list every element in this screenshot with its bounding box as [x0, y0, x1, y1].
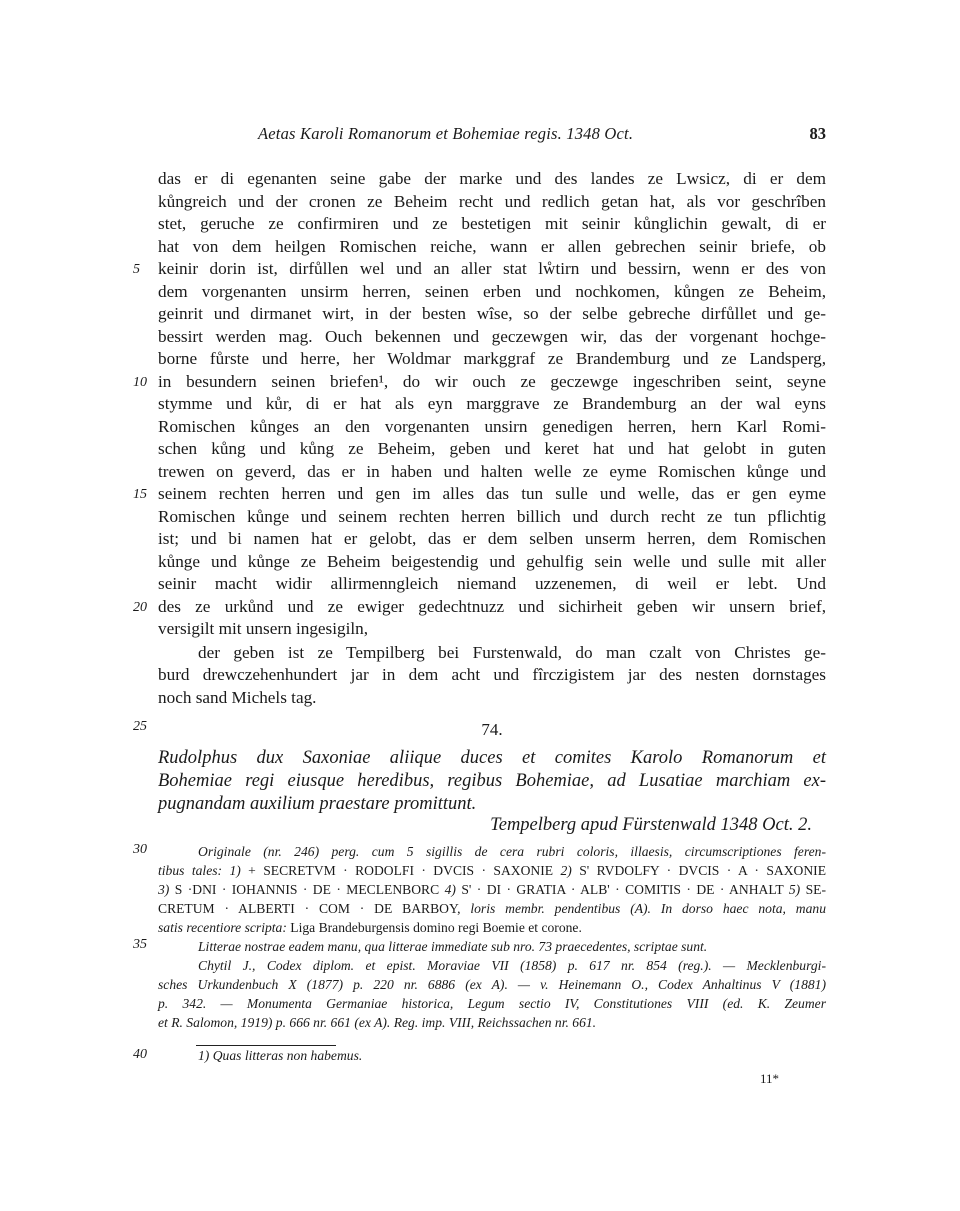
- place-date: Tempelberg apud Fürstenwald 1348 Oct. 2.: [490, 815, 812, 835]
- apparatus-line: [158, 881, 826, 899]
- footnote-rule: [196, 1045, 336, 1046]
- dating-line: burd drewczehenhundert jar in dem acht und fîrczigistem jar des nesten dornstages: [158, 665, 826, 684]
- body-line: schen kůng und kůng ze Beheim, geben und keret hat und hat gelobt in guten: [158, 439, 826, 458]
- literature-line: et R. Salomon, 1919) p. 666 nr. 661 (ex A). Reg. imp. VIII, Reichssachen nr. 661.: [158, 1015, 597, 1030]
- seal-legend: S ·DNI · IOHANNIS · DE · MECLENBORC: [174, 882, 440, 897]
- apparatus-line: [158, 919, 826, 937]
- running-head: [156, 124, 826, 148]
- apparatus-italic: loris membr. pendentibus (A). In dorso haec nota, manu: [470, 901, 826, 916]
- body-line: in besundern seinen briefen¹, do wir ouch ze geczewge ingeschriben seint, seyne: [158, 372, 826, 391]
- apparatus-italic: satis recentiore scripta:: [158, 920, 287, 935]
- body-line: dem vorgenanten unsirm herren, seinen erben und nochkomen, kůngen ze Beheim,: [158, 282, 826, 301]
- document-number-text: 74.: [481, 720, 503, 739]
- seal-legend: CRETUM · ALBERTI · COM · DE BARBOY,: [158, 901, 461, 916]
- line-number: 35: [133, 937, 147, 952]
- body-line: Romischen kůnge und seinem rechten herren billich und durch recht ze tun pflichtig: [158, 507, 826, 526]
- body-line: hat von dem heilgen Romischen reiche, wann er allen gebrechen seinir briefe, ob: [158, 237, 826, 256]
- body-line: Romischen kůnges an den vorgenanten unsirn genedigen herren, hern Karl Romi-: [158, 417, 826, 436]
- apparatus-italic: tibus tales: 1): [158, 863, 241, 878]
- line-number: 10: [133, 375, 147, 390]
- body-line: stet, geruche ze confirmiren und ze bestetigen mit seinir kůnglichin gewalt, di er: [158, 214, 826, 233]
- apparatus-line: [158, 862, 826, 880]
- regest-line: pugnandam auxilium praestare promittunt.: [158, 794, 477, 814]
- body-line: kůnge und kůnge ze Beheim beigestendig und gehulfig sein welle und sulle mit aller: [158, 552, 826, 571]
- body-line: stymme und kůr, di er hat als eyn marggrave ze Brandemburg an der wal eyns: [158, 394, 826, 413]
- dating-line: noch sand Michels tag.: [158, 688, 317, 707]
- body-line: borne fůrste und herre, her Woldmar markggraf ze Brandemburg und ze Landsperg,: [158, 349, 826, 368]
- regest-line: Bohemiae regi eiusque heredibus, regibus Bohemiae, ad Lusatiae marchiam ex-: [158, 771, 826, 791]
- body-line: geinrit und dirmanet wirt, in der besten wîse, so der selbe gebreche dirfůllet und ge-: [158, 304, 826, 323]
- line-number: 25: [133, 719, 147, 734]
- signature-mark: 11*: [760, 1071, 780, 1086]
- line-number: 30: [133, 842, 147, 857]
- line-number: 15: [133, 487, 147, 502]
- seal-legend: S' RVDOLFY · DVCIS · A · SAXONIE: [579, 863, 826, 878]
- body-line: des ze urkůnd und ze ewiger gedechtnuzz und sichirheit geben wir unsern brief,: [158, 597, 826, 616]
- dating-line: der geben ist ze Tempilberg bei Furstenwald, do man czalt von Christes ge-: [198, 643, 826, 662]
- apparatus-italic: 3): [158, 882, 170, 897]
- body-line: ist; und bi namen hat er gelobt, das er dem selben unserm herren, dem Romischen: [158, 529, 826, 548]
- body-line: seinir macht widir allirmenngleich niemand uzzenemen, di weil er lebt. Und: [158, 574, 826, 593]
- running-title: Aetas Karoli Romanorum et Bohemiae regis. 1348 Oct.: [258, 124, 634, 143]
- body-line: bessirt werden mag. Ouch bekennen und geczewgen wir, das der vorgenant hochge-: [158, 327, 826, 346]
- literature-line: sches Urkundenbuch X (1877) p. 220 nr. 6886 (ex A). — v. Heinemann O., Codex Anhaltinus V (1881): [158, 977, 826, 992]
- apparatus-italic: 5): [788, 882, 801, 897]
- line-number: 5: [133, 262, 140, 277]
- seal-legend: SE-: [805, 882, 826, 897]
- body-line: kůngreich und der cronen ze Beheim recht und redlich getan hat, als vor geschrîben: [158, 192, 826, 211]
- apparatus-line: [158, 900, 826, 918]
- body-line: seinem rechten herren und gen im alles das tun sulle und welle, das er gen eyme: [158, 484, 826, 503]
- regest-line: Rudolphus dux Saxoniae aliique duces et comites Karolo Romanorum et: [158, 748, 826, 768]
- apparatus-line: Originale (nr. 246) perg. cum 5 sigillis de cera rubri coloris, illaesis, circumscriptiones feren-: [198, 844, 826, 859]
- body-line: versigilt mit unsern ingesigiln,: [158, 619, 369, 638]
- line-number: 20: [133, 600, 147, 615]
- literature-line: p. 342. — Monumenta Germaniae historica, Legum sectio IV, Constitutiones VIII (ed. K. Zeumer: [158, 996, 826, 1011]
- dorsal-note: Liga Brandeburgensis domino regi Boemie et corone.: [290, 920, 582, 935]
- page-number: 83: [809, 124, 826, 143]
- apparatus-italic: 2): [560, 863, 572, 878]
- literature-line: Litterae nostrae eadem manu, qua litterae immediate sub nro. 73 praecedentes, scriptae sunt.: [198, 939, 708, 954]
- seal-legend: + SECRETVM · RODOLFI · DVCIS · SAXONIE: [248, 863, 554, 878]
- document-number: [0, 720, 960, 740]
- seal-legend: S' · DI · GRATIA · ALB' · COMITIS · DE · ANHALT: [461, 882, 784, 897]
- apparatus-italic: 4): [444, 882, 456, 897]
- body-line: trewen on geverd, das er in haben und halten welle ze eyme Romischen kůnge und: [158, 462, 826, 481]
- footnote: 1) Quas litteras non habemus.: [198, 1048, 363, 1063]
- literature-line: Chytil J., Codex diplom. et epist. Moraviae VII (1858) p. 617 nr. 854 (reg.). — Mecklenburgi-: [198, 958, 826, 973]
- line-number: 40: [133, 1047, 147, 1062]
- body-line: das er di egenanten seine gabe der marke und des landes ze Lwsicz, di er dem: [158, 169, 826, 188]
- body-line: keinir dorin ist, dirfůllen wel und an aller stat lẘtirn und bessirn, wenn er des von: [158, 259, 826, 278]
